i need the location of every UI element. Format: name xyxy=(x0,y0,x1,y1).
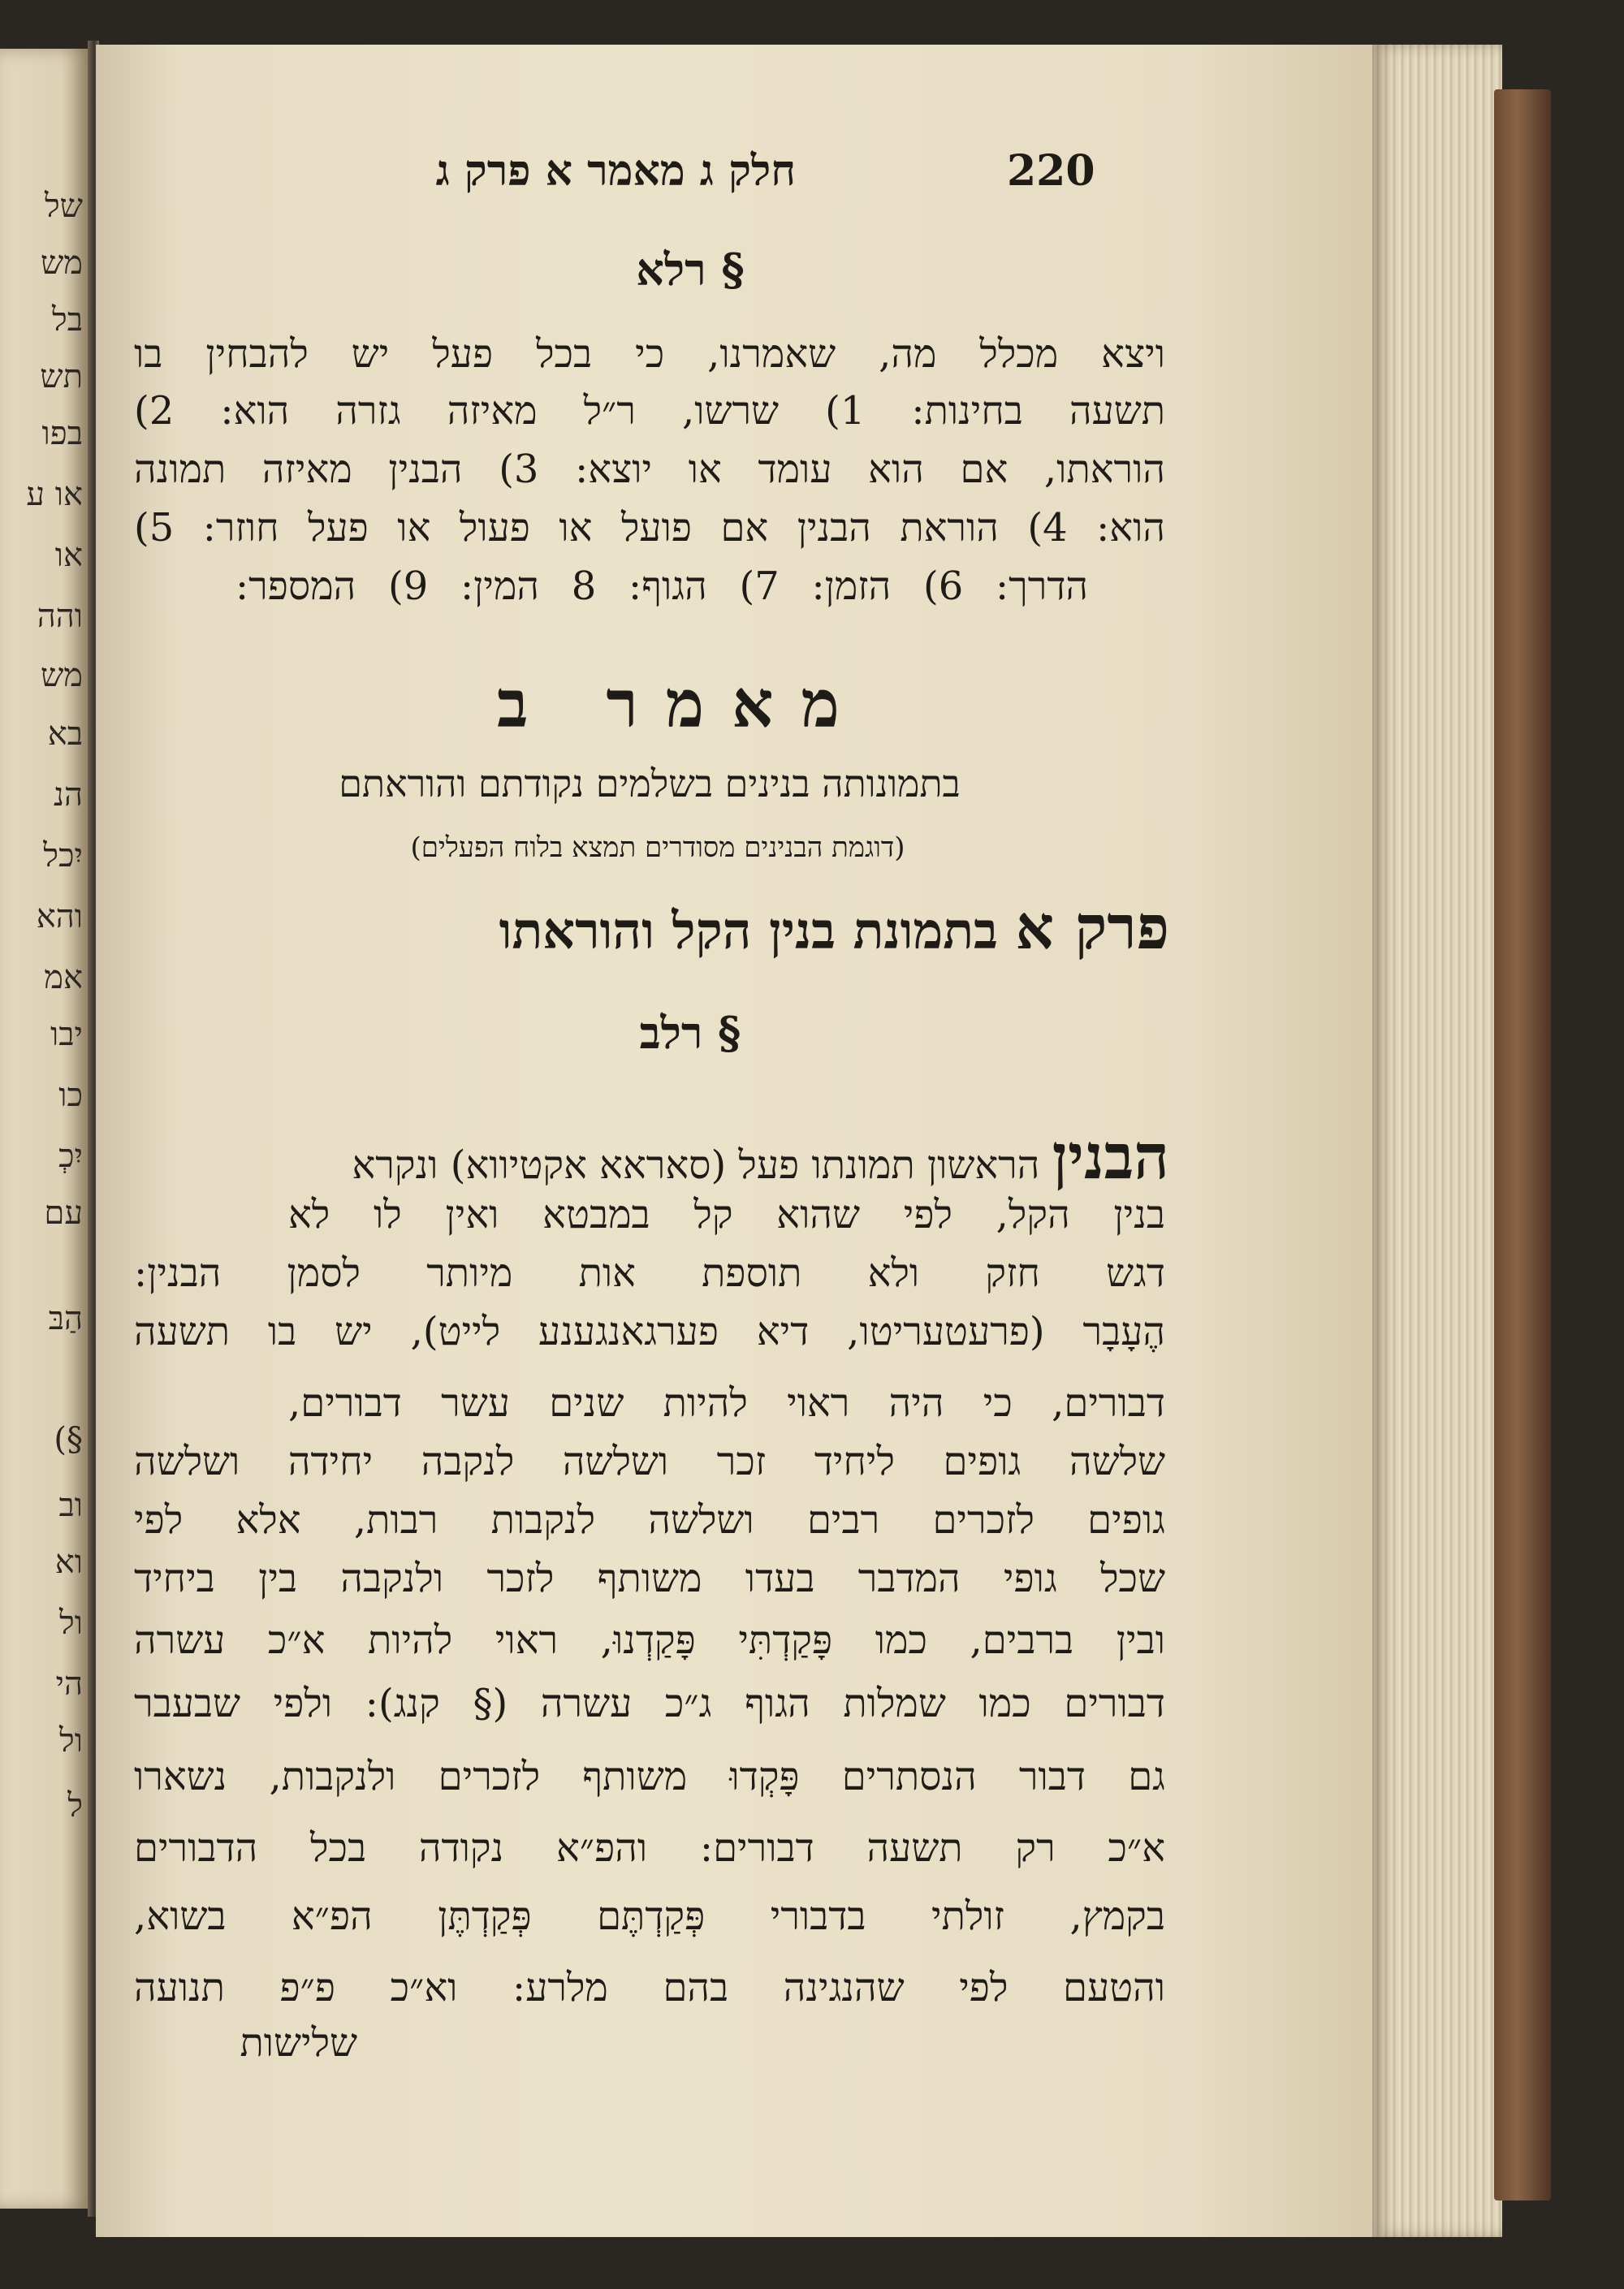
left-page-line: או ע xyxy=(26,476,83,513)
section-232-line-5: שלשה גופים ליחיד זכר ושלשה לנקבה יחידה ושלשה xyxy=(134,1439,1165,1484)
section-232-line-1: בנין הקל, לפי שהוא קל במבטא ואין לו לא xyxy=(288,1192,1165,1237)
perek-heading xyxy=(487,893,1169,964)
section-231-line-3: הוראתו, אם הוא עומד או יוצא: 3) הבנין מאיזה תמונה xyxy=(134,447,1165,492)
section-232-line-9: דבורים כמו שמלות הגוף ג״כ עשרה (§ קנג): ולפי שבעבר xyxy=(134,1681,1165,1726)
catchword: שלישות xyxy=(240,2020,357,2066)
left-page-line: של xyxy=(44,188,83,225)
left-page-line: מש xyxy=(40,244,83,282)
initial-word: הבנין xyxy=(1052,1121,1169,1193)
left-page-line: והה xyxy=(37,598,83,635)
section-232-line-11: א״כ רק תשעה דבורים: והפ״א נקודה בכל הדבורים xyxy=(134,1825,1165,1871)
section-232-line-12: בקמץ, זולתי בדבורי פְּקַדְתֶּם פְּקַדְתֶּן הפ״א בשוא, xyxy=(134,1894,1165,1939)
book-cover-edge xyxy=(1494,89,1551,2200)
running-title: חלק ג מאמר א פרק ג xyxy=(435,146,796,196)
section-232-line-8: ובין ברבים, כמו פָּקַדְתִּי פָּקַדְנוּ, ראוי להיות א״כ עשרה xyxy=(134,1617,1165,1663)
section-232-line-3: הֶעָבָר (פרעטעריטו, דיא פערגאנגענע לייט), יש בו תשעה xyxy=(134,1309,1165,1354)
left-page-line: וא xyxy=(54,1544,83,1581)
perek-title: בתמונת בנין הקל והוראתו xyxy=(499,901,998,961)
left-page-line: יבו xyxy=(50,1016,83,1053)
left-page-line: בל xyxy=(52,301,83,339)
section-232-line-4: דבורים, כי היה ראוי להיות שנים עשר דבורים, xyxy=(288,1380,1165,1426)
first-line-rest: הראשון תמונתו פעל (סאראא אקטיווא) ונקרא xyxy=(352,1142,1040,1188)
left-page-line: בפו xyxy=(41,415,83,452)
section-231-line-2: תשעה בחינות: 1) שרשו, ר״ל מאיזה גזרה הוא: 2) xyxy=(134,388,1165,434)
maamar-note: (דוגמת הבנינים מסודרים תמצא בלוח הפעלים) xyxy=(410,831,905,864)
left-page-line: וב xyxy=(58,1487,83,1524)
left-page-line: בא xyxy=(47,715,83,753)
page-edges xyxy=(1372,45,1502,2237)
section-231-line-1: ויצא מכלל מה, שאמרנו, כי בכל פעל יש להבחין בו xyxy=(134,331,1165,377)
left-page-line: §) xyxy=(54,1421,83,1458)
left-page-line: ל xyxy=(67,1787,83,1825)
section-232-first-line xyxy=(138,1121,1169,1194)
left-page-line: תש xyxy=(40,358,83,395)
left-page-line: יִכְ xyxy=(58,1138,83,1175)
section-marker-231: § רלא xyxy=(636,244,745,296)
left-page-line: הי xyxy=(55,1665,83,1703)
section-232-line-7: שכל גופי המדבר בעדו משותף לזכר ולנקבה בין ביחיד xyxy=(134,1556,1165,1601)
section-232-line-6: גופים לזכרים רבים ושלשה לנקבות רבות, אלא לפי xyxy=(134,1497,1165,1543)
left-page-line: כו xyxy=(58,1077,83,1114)
left-page-line: אמ xyxy=(44,959,83,996)
section-232-line-13: והטעם לפי שהנגינה בהם מלרע: וא״כ פ״פ תנועה xyxy=(134,1965,1165,2010)
maamar-title: מאמר ב xyxy=(497,666,867,742)
section-232-line-2: דגש חזק ולא תוספת אות מיותר לסמן הבנין: xyxy=(134,1250,1165,1296)
left-page-line: והא xyxy=(36,898,83,935)
page-number: 220 xyxy=(1007,146,1095,196)
left-page-fragment xyxy=(0,49,88,2209)
left-page-line: יִכל xyxy=(43,837,83,875)
section-232-line-10: גם דבור הנסתרים פָּקְדוּ משותף לזכרים ולנקבות, נשארו xyxy=(134,1754,1165,1799)
left-page-line: הנ xyxy=(53,776,83,814)
left-page-line: הַבּ xyxy=(48,1300,83,1337)
left-page-line: ול xyxy=(59,1604,83,1642)
maamar-subtitle: בתמונותה בנינים בשלמים נקודתם והוראתם xyxy=(339,762,961,805)
left-page-line: מש xyxy=(40,657,83,694)
section-231-line-4: הוא: 4) הוראת הבנין אם פועל או פעול או פעל חוזר: 5) xyxy=(134,505,1165,551)
section-marker-232: § רלב xyxy=(639,1007,741,1059)
left-page-line: או xyxy=(54,537,83,574)
left-page-line: עם xyxy=(44,1194,83,1232)
perek-word: פרק א xyxy=(1015,893,1169,963)
left-page-line: ול xyxy=(59,1722,83,1760)
section-231-line-5: הדרך: 6) הזמן: 7) הגוף: 8 המין: 9) המספר: xyxy=(235,564,1089,609)
